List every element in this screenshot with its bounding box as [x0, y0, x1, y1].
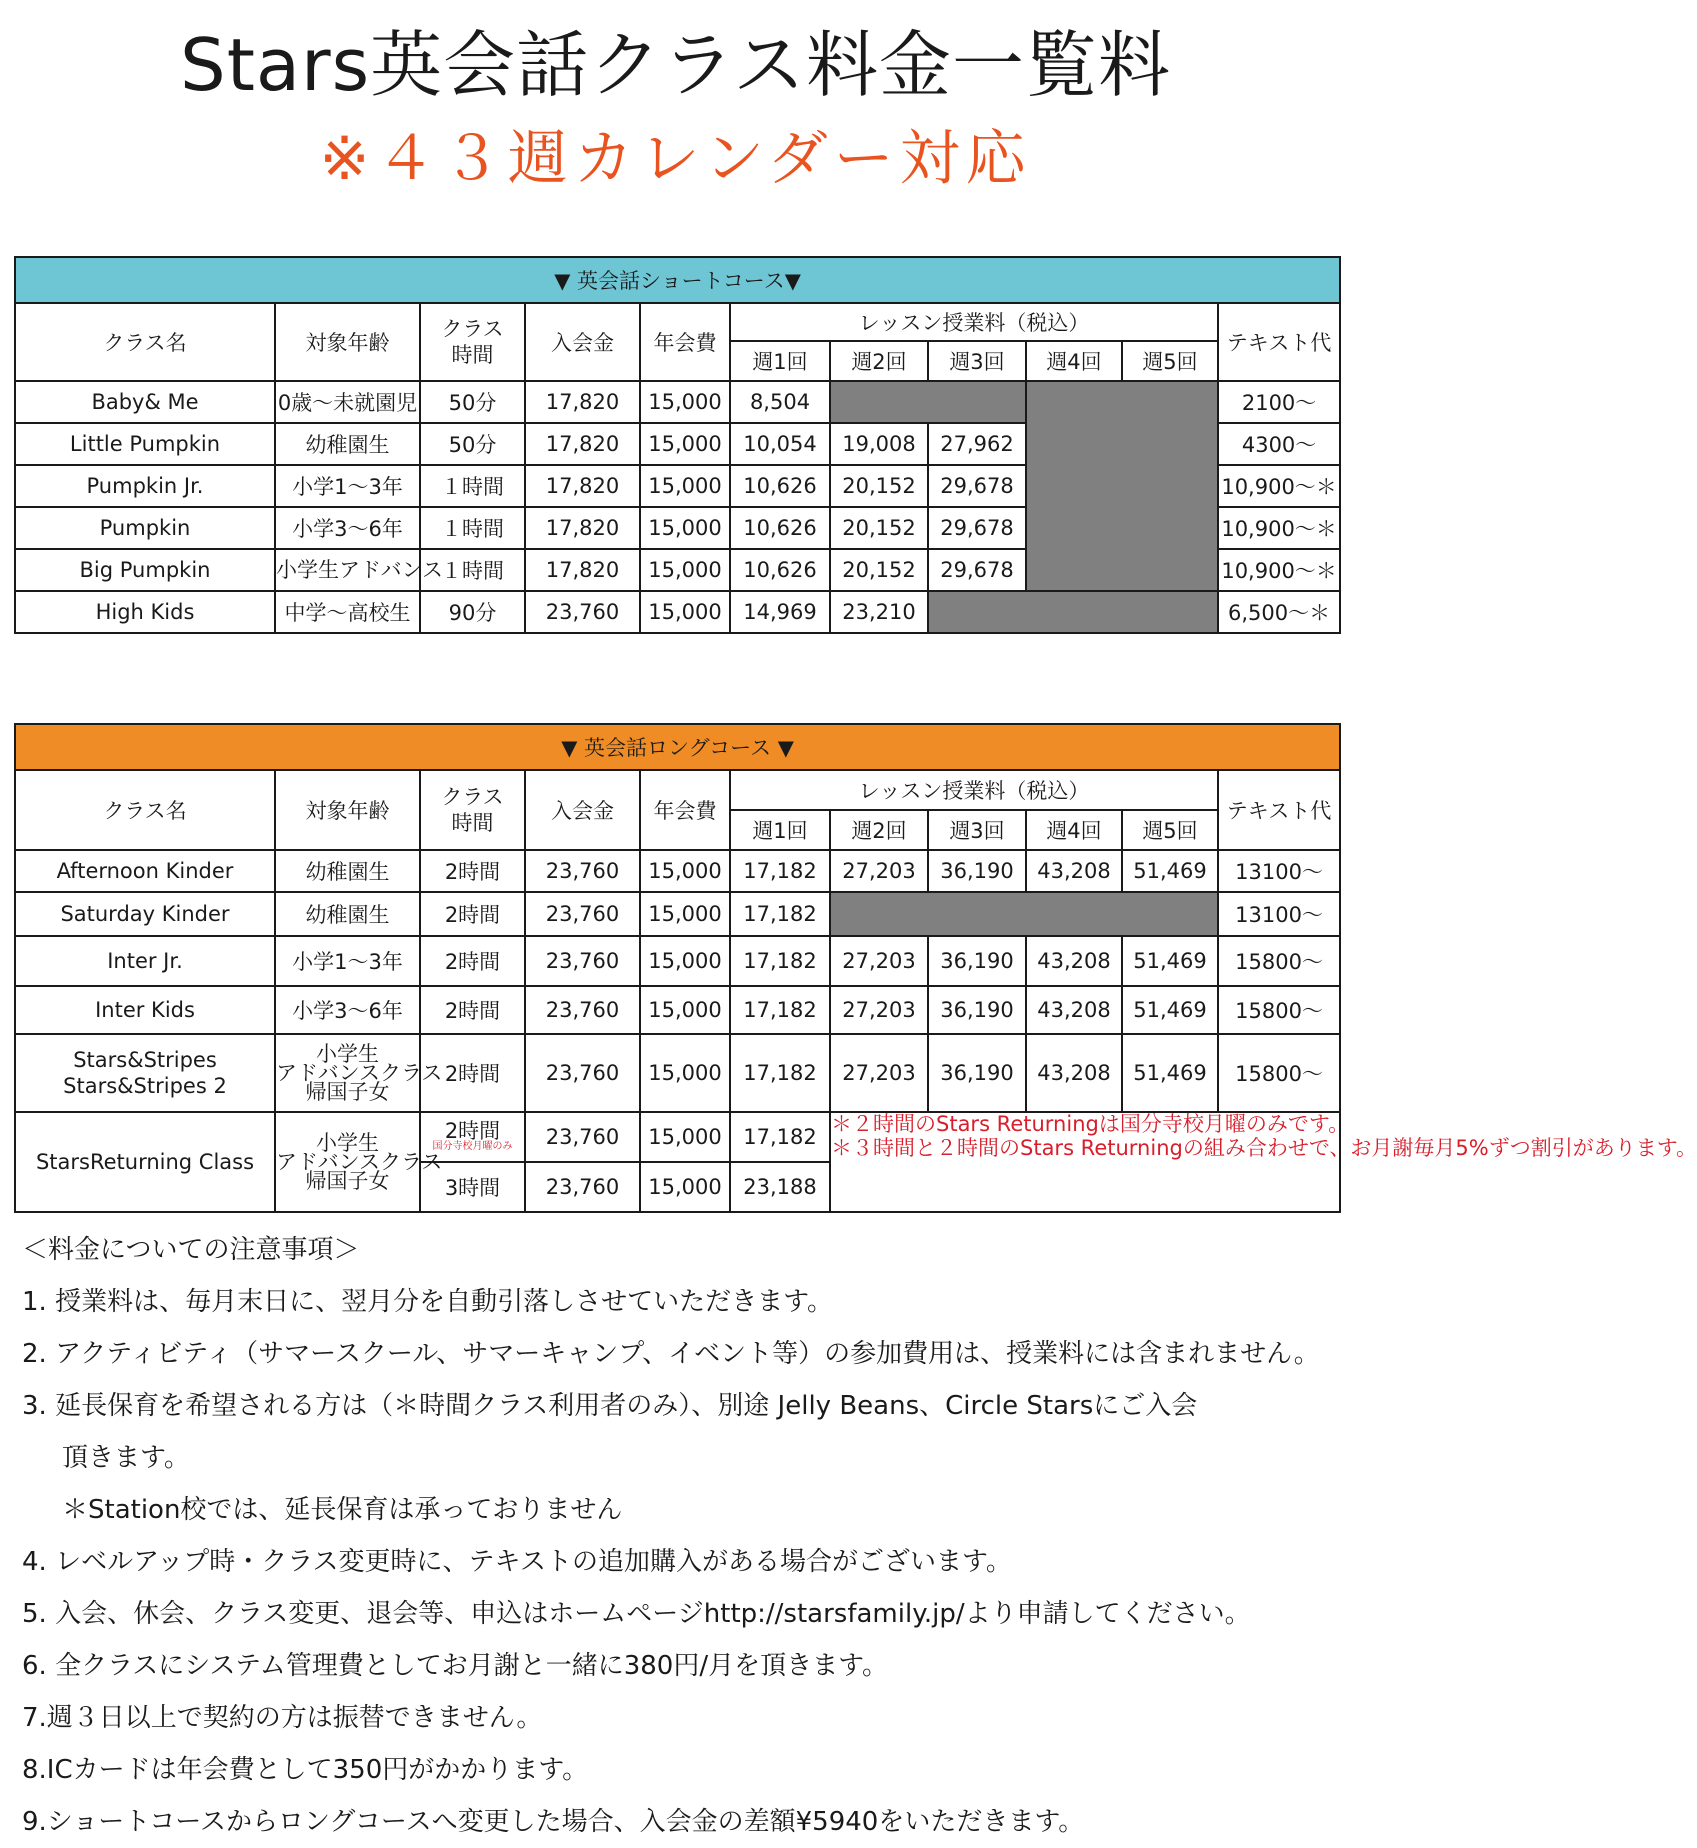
- returning-class-note: [830, 1112, 1697, 1212]
- class-age: 小学生アドバンス: [275, 549, 420, 591]
- annual-fee: 15,000: [640, 1034, 730, 1112]
- class-duration: 2時間: [420, 1034, 525, 1112]
- week-1-fee: 17,182: [730, 986, 830, 1034]
- header-text-fee: テキスト代: [1218, 303, 1340, 381]
- table-row: [15, 591, 1340, 633]
- week-2-fee: 20,152: [830, 549, 928, 591]
- week-5-fee: 51,469: [1122, 850, 1218, 892]
- class-age: 0歳～未就園児: [275, 381, 420, 423]
- admission-fee: 23,760: [525, 591, 640, 633]
- annual-fee: 15,000: [640, 591, 730, 633]
- table-row: [15, 936, 1340, 986]
- class-duration: 2時間: [420, 892, 525, 936]
- class-name: Pumpkin Jr.: [15, 465, 275, 507]
- note-item: 頂きます。: [62, 1443, 190, 1473]
- note-item: 1. 授業料は、毎月末日に、翌月分を自動引落しさせていただきます。: [22, 1287, 833, 1317]
- fee-notes: [22, 1224, 1342, 1848]
- long-course-table: [14, 723, 1697, 1213]
- note-item: ＊Station校では、延長保育は承っておりません: [62, 1495, 623, 1525]
- annual-fee: 15,000: [640, 423, 730, 465]
- week-1-fee: 14,969: [730, 591, 830, 633]
- class-duration: 3時間: [420, 1162, 525, 1212]
- admission-fee: 17,820: [525, 465, 640, 507]
- text-fee: 10,900～＊: [1218, 549, 1340, 591]
- note-item: 7.週３日以上で契約の方は振替できません。: [22, 1703, 543, 1733]
- text-fee: 10,900～＊: [1218, 465, 1340, 507]
- header-week-4: 週4回: [1026, 341, 1122, 381]
- table-row: [15, 986, 1340, 1034]
- annual-fee: 15,000: [640, 549, 730, 591]
- not-available-cell: [830, 892, 1218, 936]
- note-item: 9.ショートコースからロングコースへ変更した場合、入会金の差額¥5940をいただきます。: [22, 1807, 1085, 1837]
- annual-fee: 15,000: [640, 381, 730, 423]
- note-item: 5. 入会、休会、クラス変更、退会等、申込はホームページhttp://starsfamily.jp/より申請してください。: [22, 1599, 1251, 1629]
- class-age: 小学1～3年: [275, 936, 420, 986]
- class-name: High Kids: [15, 591, 275, 633]
- header-duration: クラス 時間: [420, 770, 525, 850]
- text-fee: 15800～: [1218, 986, 1340, 1034]
- class-name: Little Pumpkin: [15, 423, 275, 465]
- class-name: Inter Jr.: [15, 936, 275, 986]
- admission-fee: 23,760: [525, 850, 640, 892]
- week-4-fee: 43,208: [1026, 850, 1122, 892]
- class-duration: １時間: [420, 507, 525, 549]
- admission-fee: 23,760: [525, 936, 640, 986]
- week-2-fee: 27,203: [830, 936, 928, 986]
- week-3-fee: 29,678: [928, 549, 1026, 591]
- class-age: 小学生 アドバンスクラス 帰国子女: [275, 1034, 420, 1112]
- class-duration: 90分: [420, 591, 525, 633]
- week-1-fee: 17,182: [730, 936, 830, 986]
- week-1-fee: 17,182: [730, 850, 830, 892]
- week-4-fee: 43,208: [1026, 1034, 1122, 1112]
- week-1-fee: 17,182: [730, 1034, 830, 1112]
- annual-fee: 15,000: [640, 986, 730, 1034]
- annual-fee: 15,000: [640, 465, 730, 507]
- admission-fee: 17,820: [525, 549, 640, 591]
- table-row: [15, 381, 1340, 423]
- header-week-5: 週5回: [1122, 810, 1218, 850]
- table-row: [15, 1034, 1340, 1112]
- week-3-fee: 36,190: [928, 850, 1026, 892]
- header-class-name: クラス名: [15, 770, 275, 850]
- annual-fee: 15,000: [640, 892, 730, 936]
- annual-fee: 15,000: [640, 936, 730, 986]
- page-subtitle: ※４３週カレンダー対応: [319, 124, 1032, 194]
- class-name: Afternoon Kinder: [15, 850, 275, 892]
- header-duration: クラス 時間: [420, 303, 525, 381]
- text-fee: 10,900～＊: [1218, 507, 1340, 549]
- class-duration: １時間: [420, 549, 525, 591]
- header-annual: 年会費: [640, 770, 730, 850]
- class-age: 小学生 アドバンスクラス 帰国子女: [275, 1112, 420, 1212]
- returning-note-2: ＊３時間と２時間のStars Returningの組み合わせで、お月謝毎月5%ずつ割引があります。: [831, 1136, 1697, 1160]
- week-1-fee: 10,054: [730, 423, 830, 465]
- class-age: 中学～高校生: [275, 591, 420, 633]
- admission-fee: 23,760: [525, 1162, 640, 1212]
- week-3-fee: 29,678: [928, 465, 1026, 507]
- class-name: Saturday Kinder: [15, 892, 275, 936]
- notes-heading: ＜料金についての注意事項＞: [22, 1235, 360, 1265]
- class-age: 小学3～6年: [275, 986, 420, 1034]
- class-duration: 2時間: [420, 936, 525, 986]
- not-available-cell: [1026, 381, 1218, 591]
- admission-fee: 17,820: [525, 507, 640, 549]
- week-3-fee: 36,190: [928, 986, 1026, 1034]
- note-item: 3. 延長保育を希望される方は（＊時間クラス利用者のみ）、別途 Jelly Beans、Circle Starsにご入会: [22, 1391, 1198, 1421]
- header-week-2: 週2回: [830, 341, 928, 381]
- week-5-fee: 51,469: [1122, 936, 1218, 986]
- header-week-1: 週1回: [730, 341, 830, 381]
- week-3-fee: 36,190: [928, 936, 1026, 986]
- header-age: 対象年齢: [275, 770, 420, 850]
- class-duration: 2時間: [420, 850, 525, 892]
- week-3-fee: 27,962: [928, 423, 1026, 465]
- week-3-fee: 36,190: [928, 1034, 1026, 1112]
- header-week-5: 週5回: [1122, 341, 1218, 381]
- week-2-fee: 20,152: [830, 465, 928, 507]
- text-fee: 15800～: [1218, 1034, 1340, 1112]
- week-2-fee: 27,203: [830, 986, 928, 1034]
- class-age: 小学1～3年: [275, 465, 420, 507]
- admission-fee: 23,760: [525, 1112, 640, 1162]
- class-age: 小学3～6年: [275, 507, 420, 549]
- week-2-fee: 27,203: [830, 850, 928, 892]
- week-1-fee: 10,626: [730, 549, 830, 591]
- long-course-banner: ▼ 英会話ロングコース ▼: [15, 724, 1340, 770]
- admission-fee: 23,760: [525, 1034, 640, 1112]
- page-title: Stars英会話クラス料金一覧料: [179, 23, 1171, 107]
- not-available-cell: [830, 381, 1026, 423]
- annual-fee: 15,000: [640, 850, 730, 892]
- week-1-fee: 23,188: [730, 1162, 830, 1212]
- annual-fee: 15,000: [640, 1162, 730, 1212]
- short-course-banner: ▼ 英会話ショートコース▼: [15, 257, 1340, 303]
- class-name: StarsReturning Class: [15, 1112, 275, 1212]
- annual-fee: 15,000: [640, 1112, 730, 1162]
- class-age: 幼稚園生: [275, 892, 420, 936]
- header-week-4: 週4回: [1026, 810, 1122, 850]
- week-4-fee: 43,208: [1026, 986, 1122, 1034]
- text-fee: 2100～: [1218, 381, 1340, 423]
- header-week-2: 週2回: [830, 810, 928, 850]
- class-age: 幼稚園生: [275, 850, 420, 892]
- header-class-name: クラス名: [15, 303, 275, 381]
- class-name: Big Pumpkin: [15, 549, 275, 591]
- class-duration: 2時間 国分寺校月曜のみ: [420, 1112, 525, 1162]
- week-2-fee: 23,210: [830, 591, 928, 633]
- table-row: [15, 892, 1340, 936]
- class-age: 幼稚園生: [275, 423, 420, 465]
- header-lesson-fee: レッスン授業料（税込）: [730, 303, 1218, 341]
- note-item: 8.ICカードは年会費として350円がかかります。: [22, 1755, 589, 1785]
- short-course-table: [14, 256, 1341, 634]
- header-text-fee: テキスト代: [1218, 770, 1340, 850]
- header-week-3: 週3回: [928, 810, 1026, 850]
- week-1-fee: 17,182: [730, 1112, 830, 1162]
- header-admission: 入会金: [525, 303, 640, 381]
- text-fee: 4300～: [1218, 423, 1340, 465]
- class-duration: 50分: [420, 381, 525, 423]
- duration-note: 国分寺校月曜のみ: [432, 1141, 513, 1152]
- class-name: Baby& Me: [15, 381, 275, 423]
- not-available-cell: [928, 591, 1218, 633]
- class-duration: 50分: [420, 423, 525, 465]
- note-item: 4. レベルアップ時・クラス変更時に、テキストの追加購入がある場合がございます。: [22, 1547, 1012, 1577]
- text-fee: 13100～: [1218, 850, 1340, 892]
- week-4-fee: 43,208: [1026, 936, 1122, 986]
- week-2-fee: 27,203: [830, 1034, 928, 1112]
- week-1-fee: 17,182: [730, 892, 830, 936]
- header-week-1: 週1回: [730, 810, 830, 850]
- week-3-fee: 29,678: [928, 507, 1026, 549]
- class-name: Pumpkin: [15, 507, 275, 549]
- text-fee: 15800～: [1218, 936, 1340, 986]
- annual-fee: 15,000: [640, 507, 730, 549]
- class-duration: １時間: [420, 465, 525, 507]
- week-2-fee: 20,152: [830, 507, 928, 549]
- returning-note-1: ＊２時間のStars Returningは国分寺校月曜のみです。: [831, 1112, 1350, 1136]
- note-item: 6. 全クラスにシステム管理費としてお月謝と一緒に380円/月を頂きます。: [22, 1651, 888, 1681]
- text-fee: 6,500～＊: [1218, 591, 1340, 633]
- week-1-fee: 10,626: [730, 507, 830, 549]
- week-2-fee: 19,008: [830, 423, 928, 465]
- week-1-fee: 10,626: [730, 465, 830, 507]
- note-item: 2. アクティビティ（サマースクール、サマーキャンプ、イベント等）の参加費用は、授業料には含まれません。: [22, 1339, 1320, 1369]
- admission-fee: 17,820: [525, 381, 640, 423]
- header-age: 対象年齢: [275, 303, 420, 381]
- admission-fee: 23,760: [525, 986, 640, 1034]
- week-5-fee: 51,469: [1122, 1034, 1218, 1112]
- admission-fee: 17,820: [525, 423, 640, 465]
- week-5-fee: 51,469: [1122, 986, 1218, 1034]
- header-week-3: 週3回: [928, 341, 1026, 381]
- header-lesson-fee: レッスン授業料（税込）: [730, 770, 1218, 810]
- class-name: Inter Kids: [15, 986, 275, 1034]
- table-row: [15, 1112, 1340, 1162]
- text-fee: 13100～: [1218, 892, 1340, 936]
- class-duration: 2時間: [420, 986, 525, 1034]
- week-1-fee: 8,504: [730, 381, 830, 423]
- table-row: [15, 850, 1340, 892]
- header-admission: 入会金: [525, 770, 640, 850]
- admission-fee: 23,760: [525, 892, 640, 936]
- header-annual: 年会費: [640, 303, 730, 381]
- class-name: Stars&Stripes Stars&Stripes 2: [15, 1034, 275, 1112]
